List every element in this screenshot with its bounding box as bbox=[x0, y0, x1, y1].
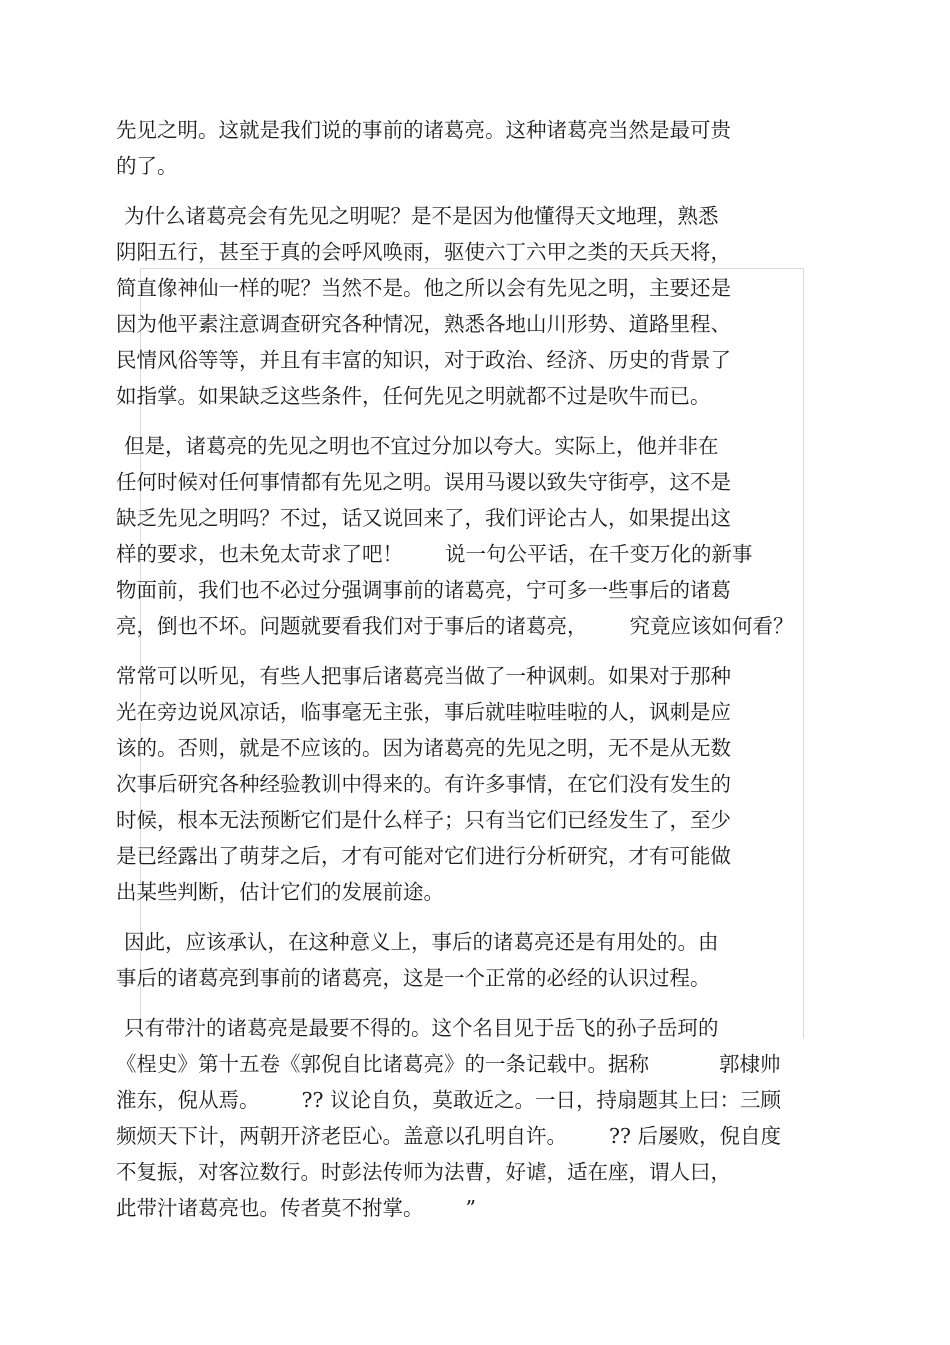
text-segment: 此带汁诸葛亮也。传者莫不拊掌。 bbox=[116, 1196, 424, 1220]
text-line: 是已经露出了萌芽之后，才有可能对它们进行分析研究，才有可能做 bbox=[116, 844, 731, 868]
text-line bbox=[116, 608, 836, 644]
text-line: 民情风俗等等，并且有丰富的知识，对于政治、经济、历史的背景了 bbox=[116, 348, 731, 372]
paragraph-2 bbox=[116, 198, 836, 414]
text-segment: 郭棣帅 bbox=[719, 1052, 781, 1076]
text-segment: 说一句公平话，在千变万化的新事 bbox=[445, 542, 753, 566]
text-line: 但是，诸葛亮的先见之明也不宜过分加以夸大。实际上，他并非在 bbox=[124, 434, 719, 458]
text-line: 如指掌。如果缺乏这些条件，任何先见之明就都不过是吹牛而已。 bbox=[116, 384, 711, 408]
text-line: 出某些判断，估计它们的发展前途。 bbox=[116, 880, 444, 904]
text-line: 物面前，我们也不必过分强调事前的诸葛亮，宁可多一些事后的诸葛 bbox=[116, 578, 731, 602]
text-segment: 频烦天下计，两朝开济老臣心。盖意以孔明自许。 bbox=[116, 1124, 567, 1148]
text-segment: ?? 议论自负，莫敢近之。一日，持扇题其上曰：三顾 bbox=[301, 1088, 781, 1112]
paragraph-3 bbox=[116, 428, 836, 644]
text-line: 缺乏先见之明吗？不过，话又说回来了，我们评论古人，如果提出这 bbox=[116, 506, 731, 530]
text-line bbox=[116, 1046, 836, 1082]
text-segment: 样的要求，也未免太苛求了吧！ bbox=[116, 542, 403, 566]
closing-quote: ” bbox=[465, 1196, 476, 1220]
paragraph-4 bbox=[116, 658, 836, 910]
paragraph-6 bbox=[116, 1010, 836, 1226]
text-segment: ?? 后屡败，倪自度 bbox=[609, 1124, 781, 1148]
text-line: 为什么诸葛亮会有先见之明呢？是不是因为他懂得天文地理，熟悉 bbox=[124, 204, 719, 228]
paragraph-5 bbox=[116, 924, 836, 996]
text-line bbox=[116, 1082, 836, 1118]
text-line bbox=[116, 1190, 836, 1226]
text-line: 因此，应该承认，在这种意义上，事后的诸葛亮还是有用处的。由 bbox=[124, 930, 719, 954]
text-line: 的了。 bbox=[116, 154, 178, 178]
text-line: 只有带汁的诸葛亮是最要不得的。这个名目见于岳飞的孙子岳珂的 bbox=[124, 1016, 719, 1040]
text-line: 简直像神仙一样的呢？当然不是。他之所以会有先见之明，主要还是 bbox=[116, 276, 731, 300]
text-line: 该的。否则，就是不应该的。因为诸葛亮的先见之明，无不是从无数 bbox=[116, 736, 731, 760]
document-body bbox=[116, 112, 836, 1240]
text-line: 因为他平素注意调查研究各种情况，熟悉各地山川形势、道路里程、 bbox=[116, 312, 731, 336]
text-line: 常常可以听见，有些人把事后诸葛亮当做了一种讽刺。如果对于那种 bbox=[116, 664, 731, 688]
text-segment: 淮东，倪从焉。 bbox=[116, 1088, 260, 1112]
text-line: 时候，根本无法预断它们是什么样子；只有当它们已经发生了，至少 bbox=[116, 808, 731, 832]
text-line: 光在旁边说风凉话，临事毫无主张，事后就哇啦哇啦的人，讽刺是应 bbox=[116, 700, 731, 724]
text-line bbox=[116, 536, 836, 572]
text-line: 先见之明。这就是我们说的事前的诸葛亮。这种诸葛亮当然是最可贵 bbox=[116, 118, 731, 142]
text-line bbox=[116, 1118, 836, 1154]
text-line: 次事后研究各种经验教训中得来的。有许多事情，在它们没有发生的 bbox=[116, 772, 731, 796]
text-segment: 究竟应该如何看？ bbox=[629, 614, 794, 638]
text-line: 阴阳五行，甚至于真的会呼风唤雨，驱使六丁六甲之类的天兵天将， bbox=[116, 240, 731, 264]
text-line: 任何时候对任何事情都有先见之明。误用马谡以致失守街亭，这不是 bbox=[116, 470, 731, 494]
paragraph-1 bbox=[116, 112, 836, 184]
text-segment: 亮，倒也不坏。问题就要看我们对于事后的诸葛亮， bbox=[116, 614, 588, 638]
text-line: 不复振，对客泣数行。时彭法传师为法曹，好谑，适在座，谓人曰， bbox=[116, 1160, 731, 1184]
text-line: 事后的诸葛亮到事前的诸葛亮，这是一个正常的必经的认识过程。 bbox=[116, 966, 711, 990]
text-segment: 《桯史》第十五卷《郭倪自比诸葛亮》的一条记载中。据称 bbox=[116, 1052, 649, 1076]
